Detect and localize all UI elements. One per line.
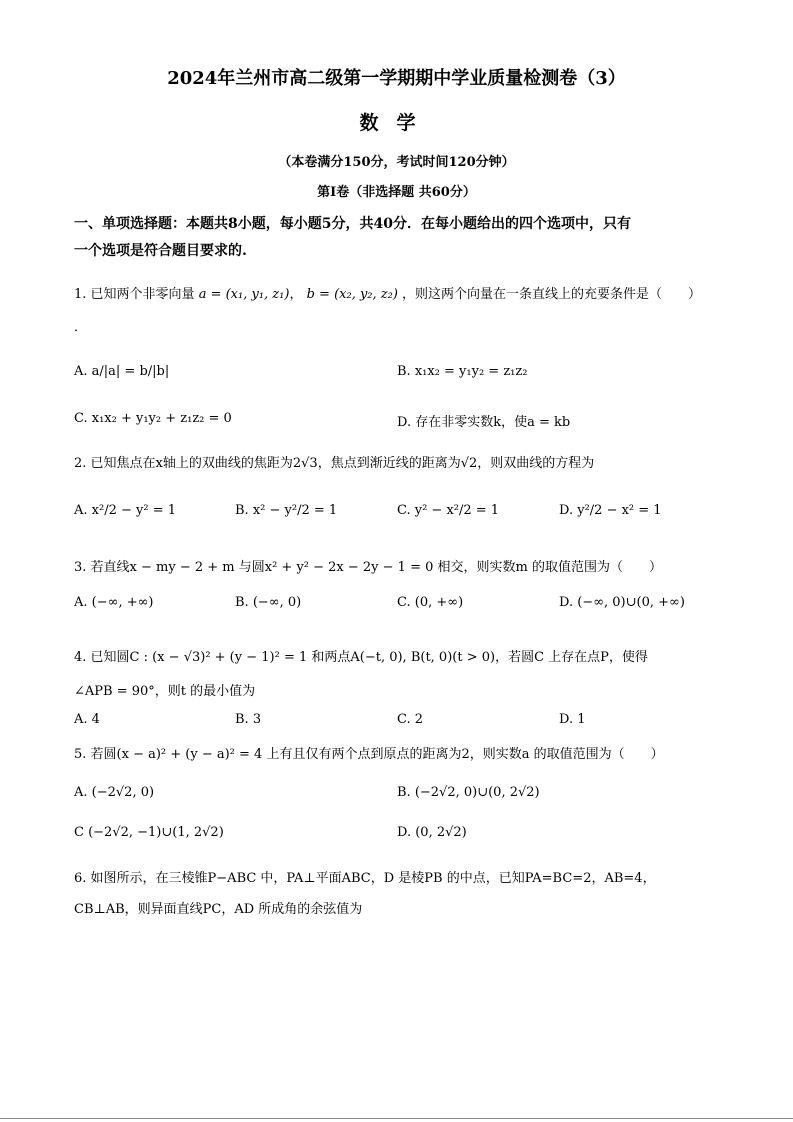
page-bottom-divider <box>0 1118 793 1119</box>
q3-option-c[interactable]: C. (0, +∞) <box>397 595 464 610</box>
question-4-stem: 4. 已知圆C : (x − √3)² + (y − 1)² = 1 和两点A(−t, 0), B(t, 0)(t > 0)，若圆C 上存在点P，使得 <box>74 650 648 665</box>
question-6-stem-2: CB⊥AB，则异面直线PC，AD 所成角的余弦值为 <box>74 902 363 917</box>
question-3-stem: 3. 若直线x − my − 2 + m 与圆x² + y² − 2x − 2y − 1 = 0 相交，则实数m 的取值范围为（ ） <box>74 560 662 575</box>
q1-option-b[interactable]: B. x₁x₂ = y₁y₂ = z₁z₂ <box>397 364 528 379</box>
q1-option-c[interactable]: C. x₁x₂ + y₁y₂ + z₁z₂ = 0 <box>74 411 232 426</box>
exam-title: 2024年兰州市高二级第一学期期中学业质量检测卷（3） <box>167 68 626 89</box>
q1-option-a[interactable]: A. a/|a| = b/|b| <box>74 364 170 379</box>
question-1-stem-b: ，则这两个向量在一条直线上的充要条件是（ ） <box>402 287 702 302</box>
q5-option-d[interactable]: D. (0, 2√2) <box>397 825 467 840</box>
q5-option-b[interactable]: B. (−2√2, 0)∪(0, 2√2) <box>397 785 540 800</box>
part-heading: 第I卷（非选择题 共60分） <box>317 185 476 200</box>
q3-option-a[interactable]: A. (−∞, +∞) <box>74 595 154 610</box>
question-1-dot: ． <box>74 320 88 335</box>
exam-note: （本卷满分150分，考试时间120分钟） <box>278 155 515 170</box>
q5-option-c[interactable]: C (−2√2, −1)∪(1, 2√2) <box>74 825 224 840</box>
q2-option-b[interactable]: B. x² − y²/2 = 1 <box>235 503 338 518</box>
q2-option-a[interactable]: A. x²/2 − y² = 1 <box>74 503 176 518</box>
vector-a: a = (x₁, y₁, z₁) <box>198 287 290 302</box>
question-4-stem-2: ∠APB = 90°，则t 的最小值为 <box>74 684 256 699</box>
subject-heading: 数学 <box>359 112 434 134</box>
q2-option-d[interactable]: D. y²/2 − x² = 1 <box>559 503 662 518</box>
question-2-stem: 2. 已知焦点在x轴上的双曲线的焦距为2√3，焦点到渐近线的距离为√2，则双曲线的方程为 <box>74 456 595 471</box>
question-6-stem: 6. 如图所示，在三棱锥P−ABC 中，PA⊥平面ABC，D 是棱PB 的中点，已知PA=BC=2，AB=4， <box>74 871 656 886</box>
q4-option-a[interactable]: A. 4 <box>74 712 100 727</box>
q3-option-b[interactable]: B. (−∞, 0) <box>235 595 302 610</box>
q4-option-c[interactable]: C. 2 <box>397 712 424 727</box>
q4-option-b[interactable]: B. 3 <box>235 712 262 727</box>
q2-option-c[interactable]: C. y² − x²/2 = 1 <box>397 503 500 518</box>
q1-option-d[interactable]: D. 存在非零实数k，使a = kb <box>397 415 571 430</box>
question-1-stem: 1. 已知两个非零向量 a = (x₁, y₁, z₁)， b = (x₂, y₂, z₂) ，则这两个向量在一条直线上的充要条件是（ ） <box>74 287 702 302</box>
question-1-stem-a: 1. 已知两个非零向量 <box>74 287 195 302</box>
q4-option-d[interactable]: D. 1 <box>559 712 586 727</box>
section-heading-line1: 一、单项选择题：本题共8小题，每小题5分，共40分．在每小题给出的四个选项中，只有 <box>74 216 631 232</box>
vector-b: b = (x₂, y₂, z₂) <box>306 287 398 302</box>
q3-option-d[interactable]: D. (−∞, 0)∪(0, +∞) <box>559 595 685 610</box>
section-heading-line2: 一个选项是符合题目要求的. <box>74 243 247 259</box>
question-5-stem: 5. 若圆(x − a)² + (y − a)² = 4 上有且仅有两个点到原点的距离为2，则实数a 的取值范围为（ ） <box>74 747 664 762</box>
q5-option-a[interactable]: A. (−2√2, 0) <box>74 785 155 800</box>
